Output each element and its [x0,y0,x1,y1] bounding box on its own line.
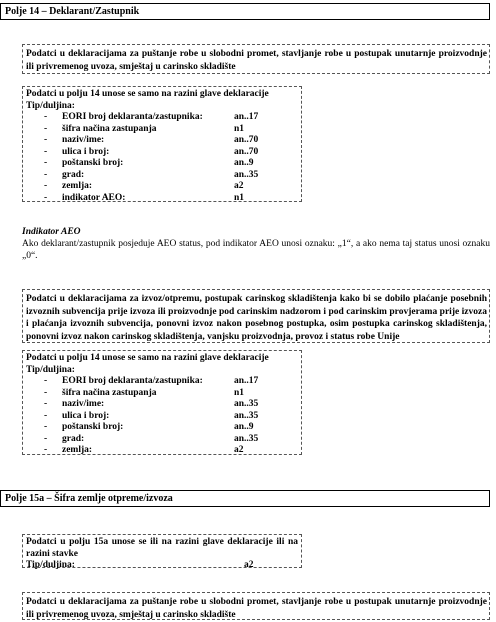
field-spec-row [26,135,298,147]
field-spec-box-2 [22,350,302,455]
field-spec-row [26,445,298,457]
field-spec-title: Podatci u polju 14 unose se samo na razini glave deklaracije [26,89,269,99]
field-type: an..35 [234,169,259,180]
field-spec-rows [26,376,298,457]
aeo-text: Ako deklarant/zastupnik posjeduje AEO status, pod indikator AEO unosi oznaku: „1“, a ako nema taj status unosi oznaku „0“. [22,239,490,261]
list-dash: - [44,135,48,145]
procedure-box-3: Podatci u deklaracijama za puštanje robe u slobodni promet, stavljanje robe u postupak unutarnje proizvodnje ili privremenog uvoza, smještaj u carinsko skladište [22,592,490,620]
list-dash: - [44,433,48,444]
field-spec-row [26,170,298,182]
field-name: zemlja: [62,181,93,191]
field-type: an..35 [234,410,259,421]
section-header-polje-14: Polje 14 – Deklarant/Zastupnik [0,3,490,20]
aeo-title: Indikator AEO [22,227,81,237]
field-spec-row [26,376,298,388]
field-name: EORI broj deklaranta/zastupnika: [62,376,203,386]
field-spec-row [26,411,298,423]
field-spec-row [26,147,298,159]
field-spec-type-label: Tip/duljina: [26,560,75,570]
list-dash: - [44,422,48,432]
field-spec-row [26,193,298,205]
field-spec-row [26,434,298,446]
list-dash: - [44,146,48,157]
field-name: ulica i broj: [62,410,110,421]
field-type: n1 [234,192,245,203]
field-spec-row [26,399,298,411]
aeo-section [22,226,490,262]
field-name: poštanski broj: [62,422,124,432]
field-type: an..9 [234,422,254,432]
field-name: šifra načina zastupanja [62,387,157,398]
list-dash: - [44,192,48,203]
field-type: an..9 [234,158,254,168]
list-dash: - [44,445,48,455]
field-spec-row [26,422,298,434]
field-name: grad: [62,433,85,444]
list-dash: - [44,181,48,191]
field-spec-row [26,158,298,170]
field-spec-row [26,388,298,400]
list-dash: - [44,112,48,122]
list-dash: - [44,410,48,421]
field-spec-box-1 [22,86,302,202]
section-header-polje-15a: Polje 15a – Šifra zemlje otpreme/izvoza [0,490,490,507]
field-name: naziv/ime: [62,399,105,409]
field-spec-row [26,181,298,193]
field-type: a2 [234,445,244,455]
field-name: indikator AEO: [62,192,126,203]
field-name: zemlja: [62,445,93,455]
field-name: ulica i broj: [62,146,110,157]
field-type: n1 [234,123,245,134]
field-type: an..70 [234,135,259,145]
field-name: EORI broj deklaranta/zastupnika: [62,112,203,122]
field-type: n1 [234,387,245,398]
field-type: an..17 [234,376,259,386]
field-spec-rows [26,112,298,204]
field-spec-box-3 [22,534,302,568]
field-spec-title: Podatci u polju 15a unose se ili na razini glave deklaracije ili na razini stavke [26,537,298,559]
field-type: an..17 [234,112,259,122]
field-spec-type-value: a2 [244,560,254,570]
list-dash: - [44,376,48,386]
list-dash: - [44,387,48,398]
field-name: naziv/ime: [62,135,105,145]
list-dash: - [44,123,48,134]
field-type: a2 [234,181,244,191]
field-spec-row [26,112,298,124]
field-type: an..35 [234,433,259,444]
procedure-box-1: Podatci u deklaracijama za puštanje robe u slobodni promet, stavljanje robe u postupak unutarnje proizvodnje ili privremenog uvoza, smještaj u carinsko skladište [22,44,490,74]
list-dash: - [44,169,48,180]
list-dash: - [44,158,48,168]
field-spec-type-label: Tip/duljina: [26,100,75,111]
field-name: poštanski broj: [62,158,124,168]
field-name: šifra načina zastupanja [62,123,157,134]
field-type: an..70 [234,146,259,157]
procedure-box-2: Podatci u deklaracijama za izvoz/otpremu, postupak carinskog skladištenja kako bi se dobilo plaćanje posebnih izvoznih subvencija prije izvoza ili proizvodnje pod carinskim nadzorom i pod carinskim provjerama prije izvoza i plaćanja izvoznih subvencija, ponovni izvoz nakon posebnog postupka, osim postupka carinskog skladištenja, ponovni izvoz nakon carinskog skladištenja, vanjsku proizvodnja, provoz i status robe Unije [22,289,490,343]
field-spec-title: Podatci u polju 14 unose se samo na razini glave deklaracije [26,353,269,363]
field-spec-row [26,124,298,136]
field-spec-type-label: Tip/duljina: [26,364,75,375]
list-dash: - [44,399,48,409]
field-name: grad: [62,169,85,180]
field-type: an..35 [234,399,259,409]
